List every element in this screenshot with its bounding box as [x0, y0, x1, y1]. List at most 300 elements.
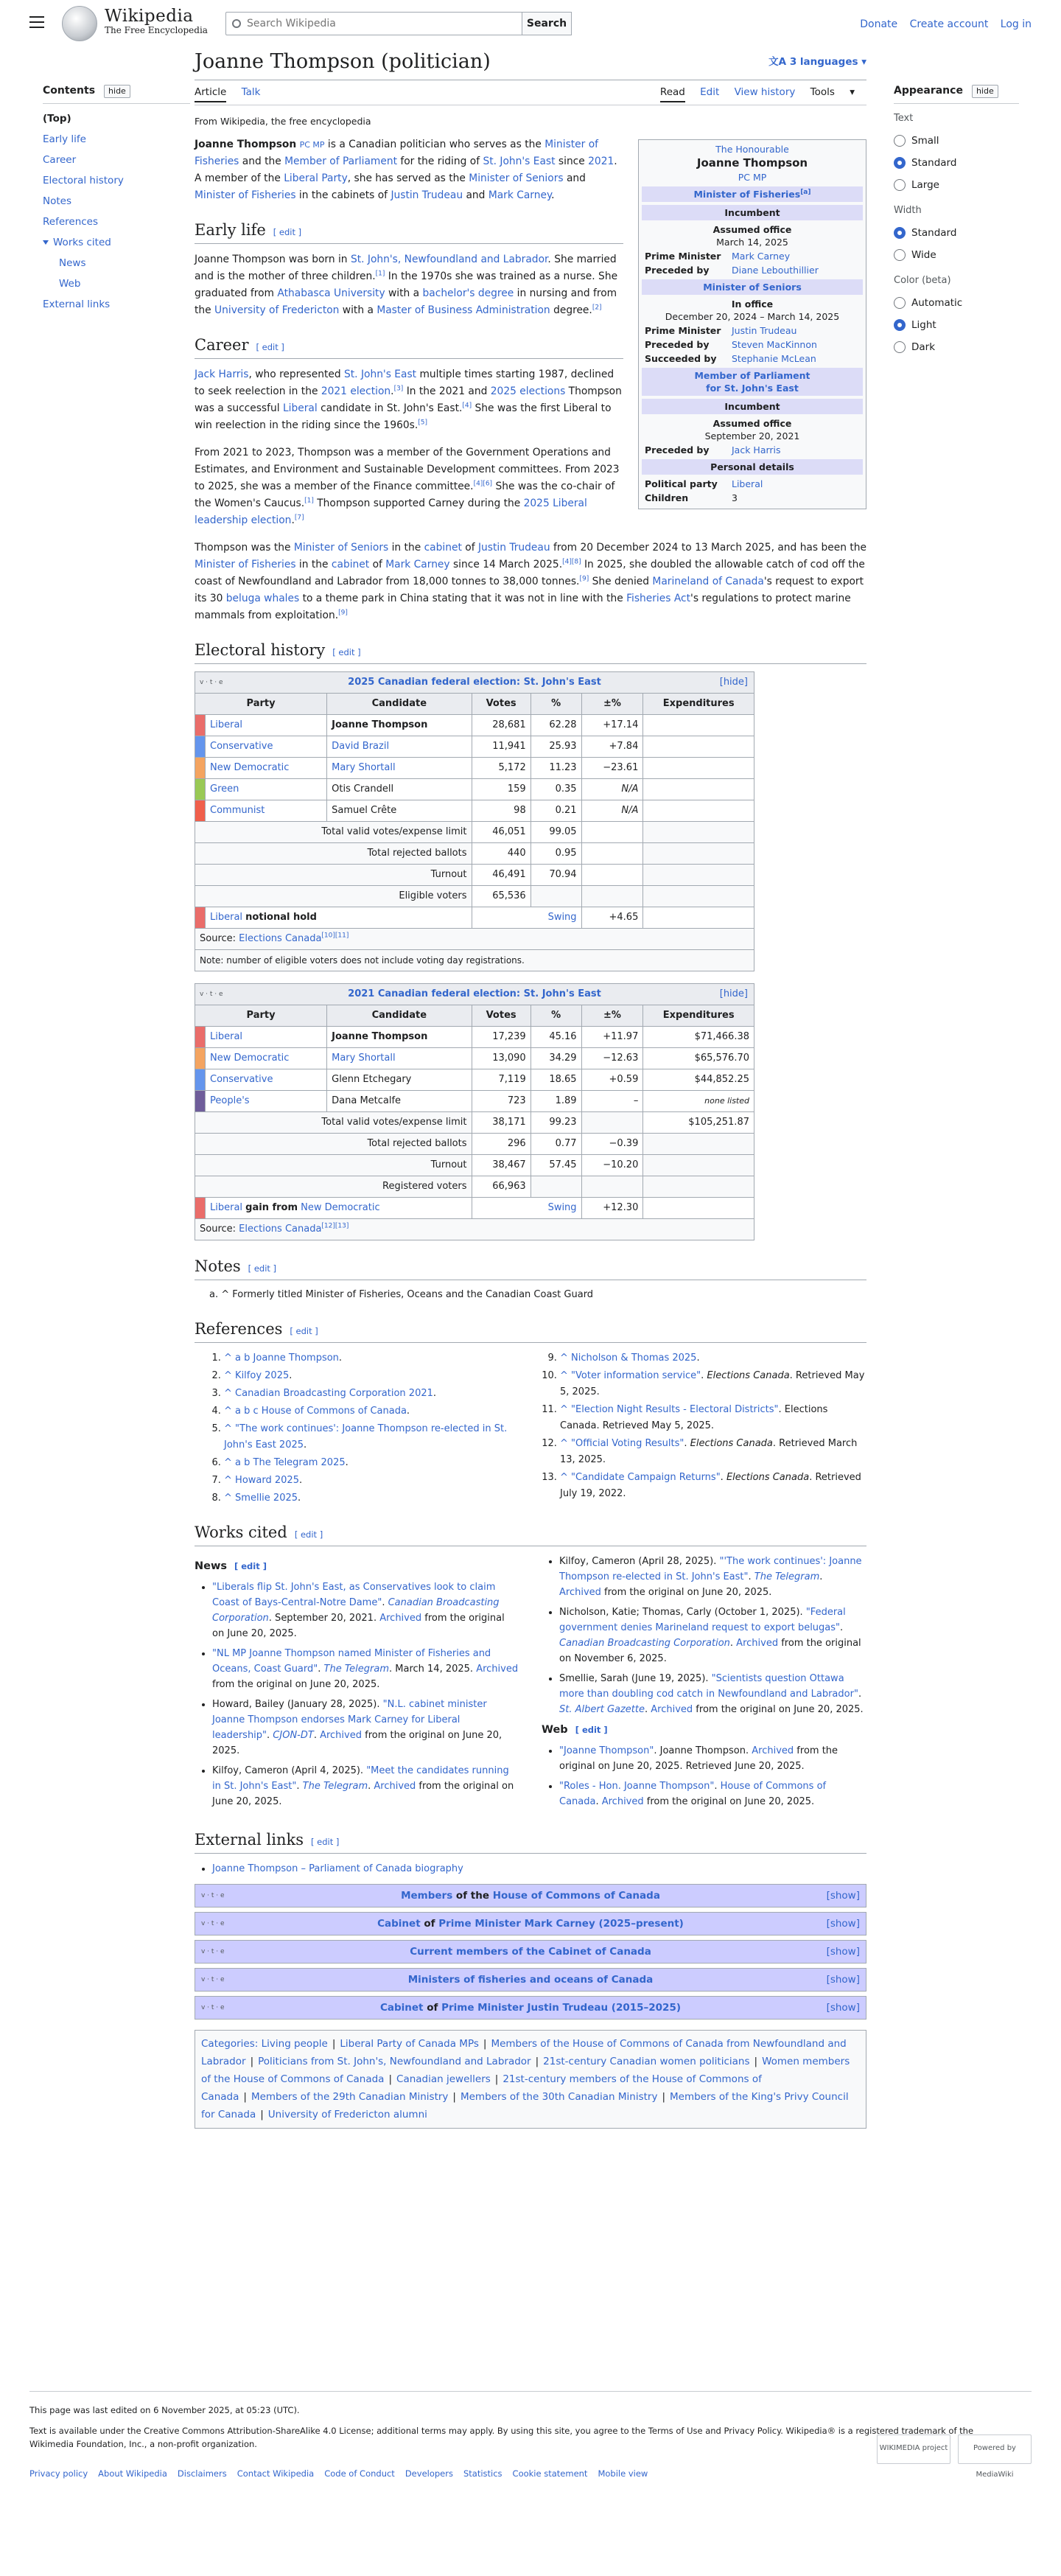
navbox-title-part[interactable]: Cabinet: [379, 2001, 424, 2014]
party-link[interactable]: New Democratic: [210, 1053, 290, 1064]
radio-selected-icon: [894, 319, 906, 331]
list-item: 12. ^ "Official Voting Results". Elections Canada. Retrieved March 13, 2025.: [560, 1436, 866, 1468]
navbox: [195, 1968, 866, 1992]
swing-value: +4.65: [581, 907, 643, 929]
career-paragraph-2: From 2021 to 2023, Thompson was a member of the Government Operations and Estimates, and Environment and Sustainable Development committees. From 2023 to 2025, she was a member of the Finance committee.[4][6] She was the co-chair of the Women's Caucus.[1] Thompson supported Carney during the 2025 Liberal leadership election.[7]: [195, 447, 620, 526]
footer-link[interactable]: Privacy policy: [29, 2468, 88, 2479]
totals-votes: 38,171: [472, 1112, 530, 1134]
exp-cell: [643, 715, 754, 736]
infobox-link[interactable]: Justin Trudeau: [732, 325, 797, 336]
party-cell[interactable]: [206, 758, 327, 779]
navbox-vte[interactable]: v · t · e: [201, 1891, 225, 1899]
totals-label: Turnout: [195, 1155, 472, 1176]
color-label: Color (beta): [894, 274, 951, 286]
footer-link[interactable]: Cookie statement: [512, 2468, 588, 2479]
navbox-show-toggle[interactable]: [show]: [826, 1973, 860, 1986]
totals-label: Total rejected ballots: [195, 1134, 472, 1155]
search-input[interactable]: [247, 18, 483, 29]
main-menu-icon[interactable]: [29, 16, 44, 28]
totals-label: Registered voters: [195, 1176, 472, 1198]
search-button[interactable]: Search: [522, 12, 572, 35]
pct-cell: 25.93: [530, 736, 581, 758]
exp-cell: [643, 800, 754, 822]
toc-item-top[interactable]: (Top): [43, 113, 71, 125]
license-text: Text is available under the Creative Commons Attribution-ShareAlike 4.0 License; additional terms may apply. By using this site, you agree to the Terms of Use and Privacy Policy. Wikipedia® is a registered trademark of the Wikimedia Foundation, Inc., a non-profit organization.: [29, 2426, 974, 2449]
section-references: References [ edit ]: [195, 1318, 866, 1343]
width-label: Width: [894, 205, 922, 217]
col-header: ±%: [581, 1005, 643, 1027]
list-item: • "NL MP Joanne Thompson named Minister of Fisheries and Oceans, Coast Guard". The Telegram. March 14, 2025. Archived from the original on June 20, 2025.: [212, 1646, 519, 1692]
tab-read[interactable]: Read: [660, 86, 685, 102]
party-color-swatch: [195, 1069, 206, 1091]
source-link[interactable]: Elections Canada: [239, 933, 322, 944]
totals-row: [195, 843, 754, 865]
list-item: • "Joanne Thompson". Joanne Thompson. Archived from the original on June 20, 2025. Retrieved June 20, 2025.: [559, 1743, 866, 1774]
totals-pct: 99.05: [530, 822, 581, 843]
category-separator: |: [662, 2090, 665, 2103]
footnote-ref[interactable]: [a]: [800, 188, 811, 196]
infobox-date: September 20, 2021: [704, 430, 800, 441]
votes-cell: 13,090: [472, 1048, 530, 1069]
totals-change: [581, 886, 643, 907]
wordmark[interactable]: Wikipedia: [105, 7, 194, 26]
chg-cell: +0.59: [581, 1069, 643, 1091]
category-separator: |: [754, 2055, 758, 2067]
totals-expenditure: $105,251.87: [643, 1112, 754, 1134]
list-item: 5. ^ "The work continues': Joanne Thompson re-elected in St. John's East 2025.: [224, 1421, 530, 1453]
list-item: • Kilfoy, Cameron (April 4, 2025). "Meet the candidates running in St. John's East". The Telegram. Archived from the original on June 20, 2025.: [212, 1763, 519, 1809]
category-link[interactable]: Politicians from St. John's, Newfoundland and Labrador: [258, 2055, 531, 2067]
totals-pct: 57.45: [530, 1155, 581, 1176]
navbox-vte[interactable]: v · t · e: [200, 679, 223, 686]
toc-item-early-life[interactable]: Early life: [43, 133, 86, 146]
wikipedia-globe-logo[interactable]: [62, 6, 97, 41]
list-item: • "Liberals flip St. John's East, as Conservatives look to claim Coast of Bays-Central-Notre Dame". Canadian Broadcasting Corporation. September 20, 2021. Archived from the original on June 20, 2025.: [212, 1580, 519, 1641]
category-link[interactable]: Members of the 29th Canadian Ministry: [251, 2090, 449, 2103]
list-item: 11. ^ "Election Night Results - Electoral Districts". Elections Canada. Retrieved May 5, 2025.: [560, 1402, 866, 1434]
section-external-links: External links [ edit ]: [195, 1829, 866, 1854]
footer-link[interactable]: Code of Conduct: [324, 2468, 395, 2479]
source-link[interactable]: Elections Canada: [239, 1224, 322, 1235]
candidate-cell[interactable]: Otis Crandell: [327, 779, 472, 800]
navbox-vte[interactable]: v · t · e: [201, 1919, 225, 1927]
page-title: Joanne Thompson (politician): [195, 47, 866, 80]
infobox-office-mp[interactable]: Member of Parliament: [694, 370, 810, 381]
footer-link[interactable]: Statistics: [463, 2468, 503, 2479]
gain-from-link[interactable]: New Democratic: [301, 1202, 380, 1213]
table-row: [195, 1027, 754, 1048]
col-header: Candidate: [327, 694, 472, 715]
infobox-label: Preceded by: [645, 265, 710, 276]
infobox-post-nominals[interactable]: PC MP: [738, 172, 767, 183]
candidate-cell[interactable]: Joanne Thompson: [327, 1027, 472, 1048]
totals-change: −0.39: [581, 1134, 643, 1155]
totals-votes: 65,536: [472, 886, 530, 907]
party-link[interactable]: People's: [210, 1095, 250, 1106]
party-link[interactable]: Conservative: [210, 1074, 273, 1085]
totals-expenditure: [643, 1176, 754, 1198]
early-life-paragraph: Joanne Thompson was born in St. John's, Newfoundland and Labrador. She married and is the mother of three children.[1] In the 1970s she was trained as a nurse. She graduated from Athabasca University with a bachelor's degree in nursing and from the University of Fredericton with a Master of Business Administration degree.[2]: [195, 254, 618, 316]
toc-item-electoral-history[interactable]: Electoral history: [43, 175, 124, 187]
party-cell[interactable]: [206, 715, 327, 736]
donate-link[interactable]: Donate: [860, 18, 898, 30]
infobox-label: Prime Minister: [645, 325, 721, 336]
radio-icon: [894, 135, 906, 147]
footnote-ref[interactable]: [10][11]: [321, 932, 349, 940]
totals-row: [195, 1134, 754, 1155]
edit-section-link[interactable]: [ edit ]: [332, 647, 361, 657]
infobox-label: Prime Minister: [645, 251, 721, 262]
infobox-label: Political party: [645, 478, 718, 489]
pct-cell: 0.35: [530, 779, 581, 800]
category-link[interactable]: Women members of the House of Commons of Canada: [201, 2055, 850, 2085]
candidate-cell[interactable]: Samuel Crête: [327, 800, 472, 822]
totals-change: [581, 822, 643, 843]
category-link[interactable]: 21st-century Canadian women politicians: [543, 2055, 750, 2067]
chg-cell: +17.14: [581, 715, 643, 736]
col-header: Party: [195, 1005, 327, 1027]
infobox-label: Children: [645, 492, 689, 503]
radio-color-dark[interactable]: [894, 336, 1019, 358]
exp-cell: $44,852.25: [643, 1069, 754, 1091]
tools-menu[interactable]: Tools ▾: [810, 86, 855, 101]
navbox-title-part[interactable]: (2025–present): [595, 1917, 684, 1930]
radio-width-standard[interactable]: [894, 222, 1019, 244]
navbox-title[interactable]: [380, 2002, 681, 2014]
toc-item-web[interactable]: Web: [59, 278, 81, 290]
navbox-title[interactable]: [377, 1918, 684, 1930]
navboxes: [195, 1884, 866, 2020]
list-item: • Smellie, Sarah (June 19, 2025). "Scientists question Ottawa more than doubling cod catch in Newfoundland and Labrador". St. Albert Gazette. Archived from the original on June 20, 2025.: [559, 1671, 866, 1717]
footnote-ref[interactable]: [12][13]: [321, 1222, 349, 1230]
candidate-cell: Dana Metcalfe: [327, 1091, 472, 1112]
col-header: Party: [195, 694, 327, 715]
footer-link[interactable]: About Wikipedia: [98, 2468, 167, 2479]
list-item: 1. ^ a b Joanne Thompson.: [224, 1350, 530, 1366]
party-cell[interactable]: [206, 1048, 327, 1069]
totals-votes: 440: [472, 843, 530, 865]
hold-party-link[interactable]: Liberal: [210, 912, 243, 923]
page-tabs: [195, 85, 866, 105]
footer-link[interactable]: Developers: [405, 2468, 453, 2479]
totals-row: [195, 1155, 754, 1176]
navbox-title-part[interactable]: House of Commons of Canada: [492, 1889, 660, 1902]
footer-link[interactable]: Contact Wikipedia: [237, 2468, 315, 2479]
exp-cell: [643, 758, 754, 779]
col-header: %: [530, 694, 581, 715]
totals-expenditure: [643, 843, 754, 865]
edit-section-link[interactable]: [ edit ]: [234, 1560, 267, 1571]
infobox: [638, 139, 866, 509]
navbox-show-toggle[interactable]: [show]: [826, 2001, 860, 2014]
infobox-date: December 20, 2024 – March 14, 2025: [665, 311, 840, 322]
infobox-office-seniors[interactable]: Minister of Seniors: [703, 282, 802, 293]
party-cell[interactable]: [206, 1027, 327, 1048]
list-item: 10. ^ "Voter information service". Elections Canada. Retrieved May 5, 2025.: [560, 1368, 866, 1400]
radio-icon: [894, 249, 906, 261]
radio-text-large[interactable]: [894, 174, 1019, 196]
gain-party-link[interactable]: Liberal: [210, 1202, 243, 1213]
table-note: Note: number of eligible voters does not include voting day registrations.: [195, 950, 754, 971]
footer: [29, 2391, 1032, 2480]
list-item: • Kilfoy, Cameron (April 28, 2025). "'The work continues': Joanne Thompson re-elected in St. John's East". The Telegram. Archived from the original on June 20, 2025.: [559, 1554, 866, 1600]
col-header: Votes: [472, 694, 530, 715]
footer-link[interactable]: Disclaimers: [177, 2468, 227, 2479]
radio-color-automatic[interactable]: [894, 292, 1019, 314]
col-header: Candidate: [327, 1005, 472, 1027]
infobox-honorific[interactable]: The Honourable: [715, 144, 789, 155]
toc-item-external-links[interactable]: External links: [43, 299, 111, 311]
category-link[interactable]: 21st-century members of the House of Commons of Canada: [201, 2073, 762, 2103]
party-color-swatch: [195, 1198, 206, 1219]
chg-cell: N/A: [581, 800, 643, 822]
edit-section-link[interactable]: [ edit ]: [575, 1724, 608, 1735]
toc-item-references[interactable]: References: [43, 216, 99, 228]
navbox-title-part: of the: [452, 1889, 493, 1902]
totals-pct: 99.23: [530, 1112, 581, 1134]
tab-article[interactable]: Article: [195, 86, 226, 102]
navbox-vte[interactable]: v · t · e: [200, 991, 223, 998]
navbox-title[interactable]: [408, 1974, 654, 1986]
toc-hide-button[interactable]: hide: [104, 85, 130, 98]
navbox-title-part: of: [420, 1917, 439, 1930]
table-caption[interactable]: 2021 Canadian federal election: St. John's East: [348, 988, 601, 999]
footer-link[interactable]: Mobile view: [598, 2468, 648, 2479]
infobox-riding[interactable]: for St. John's East: [706, 383, 799, 394]
tab-edit[interactable]: Edit: [700, 86, 720, 98]
radio-selected-icon: [894, 157, 906, 169]
votes-cell: 723: [472, 1091, 530, 1112]
votes-cell: 5,172: [472, 758, 530, 779]
infobox-label: Preceded by: [645, 444, 710, 455]
category-link[interactable]: University of Fredericton alumni: [267, 2108, 427, 2121]
navbox-title-part[interactable]: Members: [401, 1889, 453, 1902]
totals-label: Total valid votes/expense limit: [195, 822, 472, 843]
radio-label: Dark: [911, 341, 936, 353]
radio-label: Wide: [911, 248, 936, 261]
totals-pct: [530, 1176, 581, 1198]
external-link-parliament-bio[interactable]: Joanne Thompson – Parliament of Canada biography: [212, 1863, 463, 1874]
election-table-2021: [195, 983, 754, 1240]
party-link[interactable]: Conservative: [210, 741, 273, 752]
radio-label: Standard: [911, 226, 957, 239]
navbox-vte[interactable]: v · t · e: [201, 1947, 225, 1955]
toc-item-news[interactable]: News: [59, 257, 86, 270]
appearance-panel: [894, 83, 1019, 358]
navbox-show-toggle[interactable]: [show]: [826, 1945, 860, 1958]
navbox-title-part[interactable]: Ministers of fisheries and oceans of Canada: [407, 1973, 654, 1986]
appearance-hide-button[interactable]: hide: [972, 85, 998, 98]
party-color-swatch: [195, 715, 206, 736]
infobox-link[interactable]: Steven MacKinnon: [732, 339, 817, 350]
candidate-cell[interactable]: Joanne Thompson: [327, 715, 472, 736]
totals-pct: [530, 886, 581, 907]
party-color-swatch: [195, 1091, 206, 1112]
category-separator: |: [260, 2108, 264, 2121]
tools-label: Tools: [810, 86, 835, 98]
table-row: [195, 1091, 754, 1112]
text-size-label: Text: [894, 113, 914, 125]
header: [0, 0, 1061, 47]
edit-section-link[interactable]: [ edit ]: [248, 1263, 277, 1274]
navbox-title-part[interactable]: Current members of the: [410, 1945, 549, 1958]
edit-section-link[interactable]: [ edit ]: [294, 1529, 323, 1540]
party-cell[interactable]: [206, 1091, 327, 1112]
toc-title: Contents: [43, 85, 96, 97]
candidate-cell[interactable]: Mary Shortall: [327, 1048, 472, 1069]
tab-view-history[interactable]: View history: [734, 86, 796, 98]
toc-item-works-cited[interactable]: Works cited: [53, 237, 111, 249]
party-link[interactable]: New Democratic: [210, 762, 290, 773]
party-link[interactable]: Communist: [210, 805, 265, 816]
navbox-title-part[interactable]: Cabinet: [377, 1917, 421, 1930]
infobox-link[interactable]: Stephanie McLean: [732, 353, 816, 364]
party-cell[interactable]: [206, 779, 327, 800]
category-separator: |: [535, 2055, 539, 2067]
search-box[interactable]: [225, 12, 523, 35]
category-link[interactable]: Canadian jewellers: [396, 2073, 491, 2085]
categories-label[interactable]: Categories:: [201, 2037, 259, 2050]
category-separator: |: [483, 2037, 487, 2050]
exp-cell: $71,466.38: [643, 1027, 754, 1048]
footer-links: [29, 2467, 1032, 2480]
table-caption[interactable]: 2025 Canadian federal election: St. John's East: [348, 677, 601, 688]
radio-label: Standard: [911, 157, 957, 170]
create-account-link[interactable]: Create account: [909, 18, 989, 30]
swing-link[interactable]: Swing: [547, 912, 577, 923]
swing-value: +12.30: [581, 1198, 643, 1219]
section-notes: Notes [ edit ]: [195, 1255, 866, 1280]
radio-label: Small: [911, 135, 939, 147]
navbox-title[interactable]: [401, 1890, 660, 1902]
infobox-office-fisheries[interactable]: Minister of Fisheries: [693, 189, 801, 200]
navbox-title[interactable]: [410, 1946, 651, 1958]
radio-icon: [894, 341, 906, 353]
radio-width-wide[interactable]: [894, 244, 1019, 266]
navbox-title-part[interactable]: Prime Minister Mark Carney: [438, 1917, 595, 1930]
category-link[interactable]: Liberal Party of Canada MPs: [340, 2037, 479, 2050]
edit-section-link[interactable]: [ edit ]: [256, 342, 284, 352]
party-link[interactable]: Green: [210, 783, 239, 795]
edit-section-link[interactable]: [ edit ]: [290, 1325, 318, 1336]
tab-talk[interactable]: Talk: [241, 86, 261, 98]
edit-section-link[interactable]: [ edit ]: [310, 1836, 340, 1847]
infobox-link[interactable]: Jack Harris: [732, 444, 781, 455]
subsection-news: News [ edit ]: [195, 1560, 267, 1572]
chg-cell: +11.97: [581, 1027, 643, 1048]
categories-box: [195, 2030, 866, 2129]
candidate-cell[interactable]: Mary Shortall: [327, 758, 472, 779]
party-cell[interactable]: [206, 800, 327, 822]
toc-item-notes[interactable]: Notes: [43, 195, 71, 208]
totals-row: [195, 822, 754, 843]
category-link[interactable]: Members of the 30th Canadian Ministry: [460, 2090, 658, 2103]
navbox-show-toggle[interactable]: [show]: [826, 1889, 860, 1902]
totals-row: [195, 1112, 754, 1134]
radio-text-small[interactable]: [894, 130, 1019, 152]
news-citations-continued: [542, 1554, 866, 1717]
log-in-link[interactable]: Log in: [1000, 18, 1032, 30]
category-link[interactable]: Members of the King's Privy Council for Canada: [201, 2090, 849, 2121]
table-row: [195, 1069, 754, 1091]
party-cell[interactable]: [206, 1069, 327, 1091]
category-separator: |: [494, 2073, 499, 2085]
candidate-cell: Glenn Etchegary: [327, 1069, 472, 1091]
table-hide-toggle[interactable]: [hide]: [719, 988, 748, 999]
totals-votes: 46,051: [472, 822, 530, 843]
exp-cell: $65,576.70: [643, 1048, 754, 1069]
votes-cell: 98: [472, 800, 530, 822]
swing-link[interactable]: Swing: [547, 1202, 577, 1213]
party-link[interactable]: Liberal: [210, 1031, 243, 1042]
party-link[interactable]: Liberal: [210, 719, 243, 730]
edit-section-link[interactable]: [ edit ]: [273, 227, 302, 237]
lead-paragraph: Joanne Thompson PC MP is a Canadian politician who serves as the Minister of Fisheries and the Member of Parliament for the riding of St. John's East since 2021. A member of the Liberal Party, she has served as the Minister of Seniors and Minister of Fisheries in the cabinets of Justin Trudeau and Mark Carney.: [195, 139, 617, 201]
section-early-life: Early life [ edit ]: [195, 219, 623, 244]
col-header: Expenditures: [643, 694, 754, 715]
totals-label: Turnout: [195, 865, 472, 886]
pct-cell: 0.21: [530, 800, 581, 822]
party-color-swatch: [195, 1048, 206, 1069]
totals-votes: 46,491: [472, 865, 530, 886]
party-cell[interactable]: [206, 736, 327, 758]
radio-color-light[interactable]: [894, 314, 1019, 336]
navbox-title-part[interactable]: Cabinet of Canada: [548, 1945, 651, 1958]
main-content: [195, 47, 866, 2129]
career-paragraph-1: Jack Harris, who represented St. John's East multiple times starting 1987, declined to seek reelection in the 2021 election.[3] In the 2021 and 2025 elections Thompson was a successful Liberal candidate in St. John's East.[4] She was the first Liberal to win reelection in the riding since the 1960s.[5]: [195, 369, 622, 431]
category-link[interactable]: Living people: [261, 2037, 328, 2050]
radio-label: Light: [911, 318, 936, 331]
navbox-title-part[interactable]: (2015–2025): [608, 2001, 682, 2014]
votes-cell: 11,941: [472, 736, 530, 758]
totals-votes: 38,467: [472, 1155, 530, 1176]
radio-text-standard[interactable]: [894, 152, 1019, 174]
infobox-assumed-label: Assumed office: [712, 224, 792, 235]
navbox-vte[interactable]: v · t · e: [201, 1975, 225, 1983]
navbox-show-toggle[interactable]: [show]: [826, 1917, 860, 1930]
from-wikipedia: From Wikipedia, the free encyclopedia: [195, 116, 371, 127]
toc-item-career[interactable]: Career: [43, 154, 77, 167]
totals-change: [581, 865, 643, 886]
totals-row: [195, 1176, 754, 1198]
languages-button[interactable]: 文A 3 languages ▾: [768, 56, 866, 68]
table-row: [195, 800, 754, 822]
infobox-link[interactable]: Diane Lebouthillier: [732, 265, 819, 276]
chevron-down-icon[interactable]: [43, 240, 49, 245]
pct-cell: 62.28: [530, 715, 581, 736]
totals-pct: 0.77: [530, 1134, 581, 1155]
table-hide-toggle[interactable]: [hide]: [719, 677, 748, 688]
infobox-link[interactable]: Mark Carney: [732, 251, 791, 262]
navbox-title-part[interactable]: Prime Minister Justin Trudeau: [441, 2001, 609, 2014]
list-item: 8. ^ Smellie 2025.: [224, 1490, 530, 1507]
news-citations: [195, 1580, 519, 1809]
chg-cell: −12.63: [581, 1048, 643, 1069]
mediawiki-badge[interactable]: Powered by MediaWiki: [958, 2434, 1032, 2464]
infobox-assumed-label: Assumed office: [712, 418, 792, 429]
category-separator: |: [332, 2037, 336, 2050]
infobox-link[interactable]: Liberal: [732, 478, 763, 489]
wikimedia-badge[interactable]: WIKIMEDIA project: [877, 2434, 950, 2464]
party-color-swatch: [195, 758, 206, 779]
career-paragraph-3: Thompson was the Minister of Seniors in the cabinet of Justin Trudeau from 20 December 2024 to 13 March 2025, and has been the Minister of Fisheries in the cabinet of Mark Carney since 14 March 2025.[4][8] In 2025, she doubled the allowable catch of cod off the coast of Newfoundland and Labrador from 18,000 tonnes to 38,000 tonnes.[9] She denied Marineland of Canada's request to export its 30 beluga whales to a theme park in China stating that it was not in line with the Fisheries Act's regulations to protect marine mammals from exploitation.[9]: [195, 542, 866, 621]
category-link[interactable]: Members of the House of Commons of Canada from Newfoundland and Labrador: [201, 2037, 847, 2067]
navbox-vte[interactable]: v · t · e: [201, 2003, 225, 2011]
table-source: Source: Elections Canada[10][11]: [195, 929, 754, 950]
list-item: 3. ^ Canadian Broadcasting Corporation 2021.: [224, 1386, 530, 1402]
candidate-cell[interactable]: David Brazil: [327, 736, 472, 758]
totals-label: Total valid votes/expense limit: [195, 1112, 472, 1134]
